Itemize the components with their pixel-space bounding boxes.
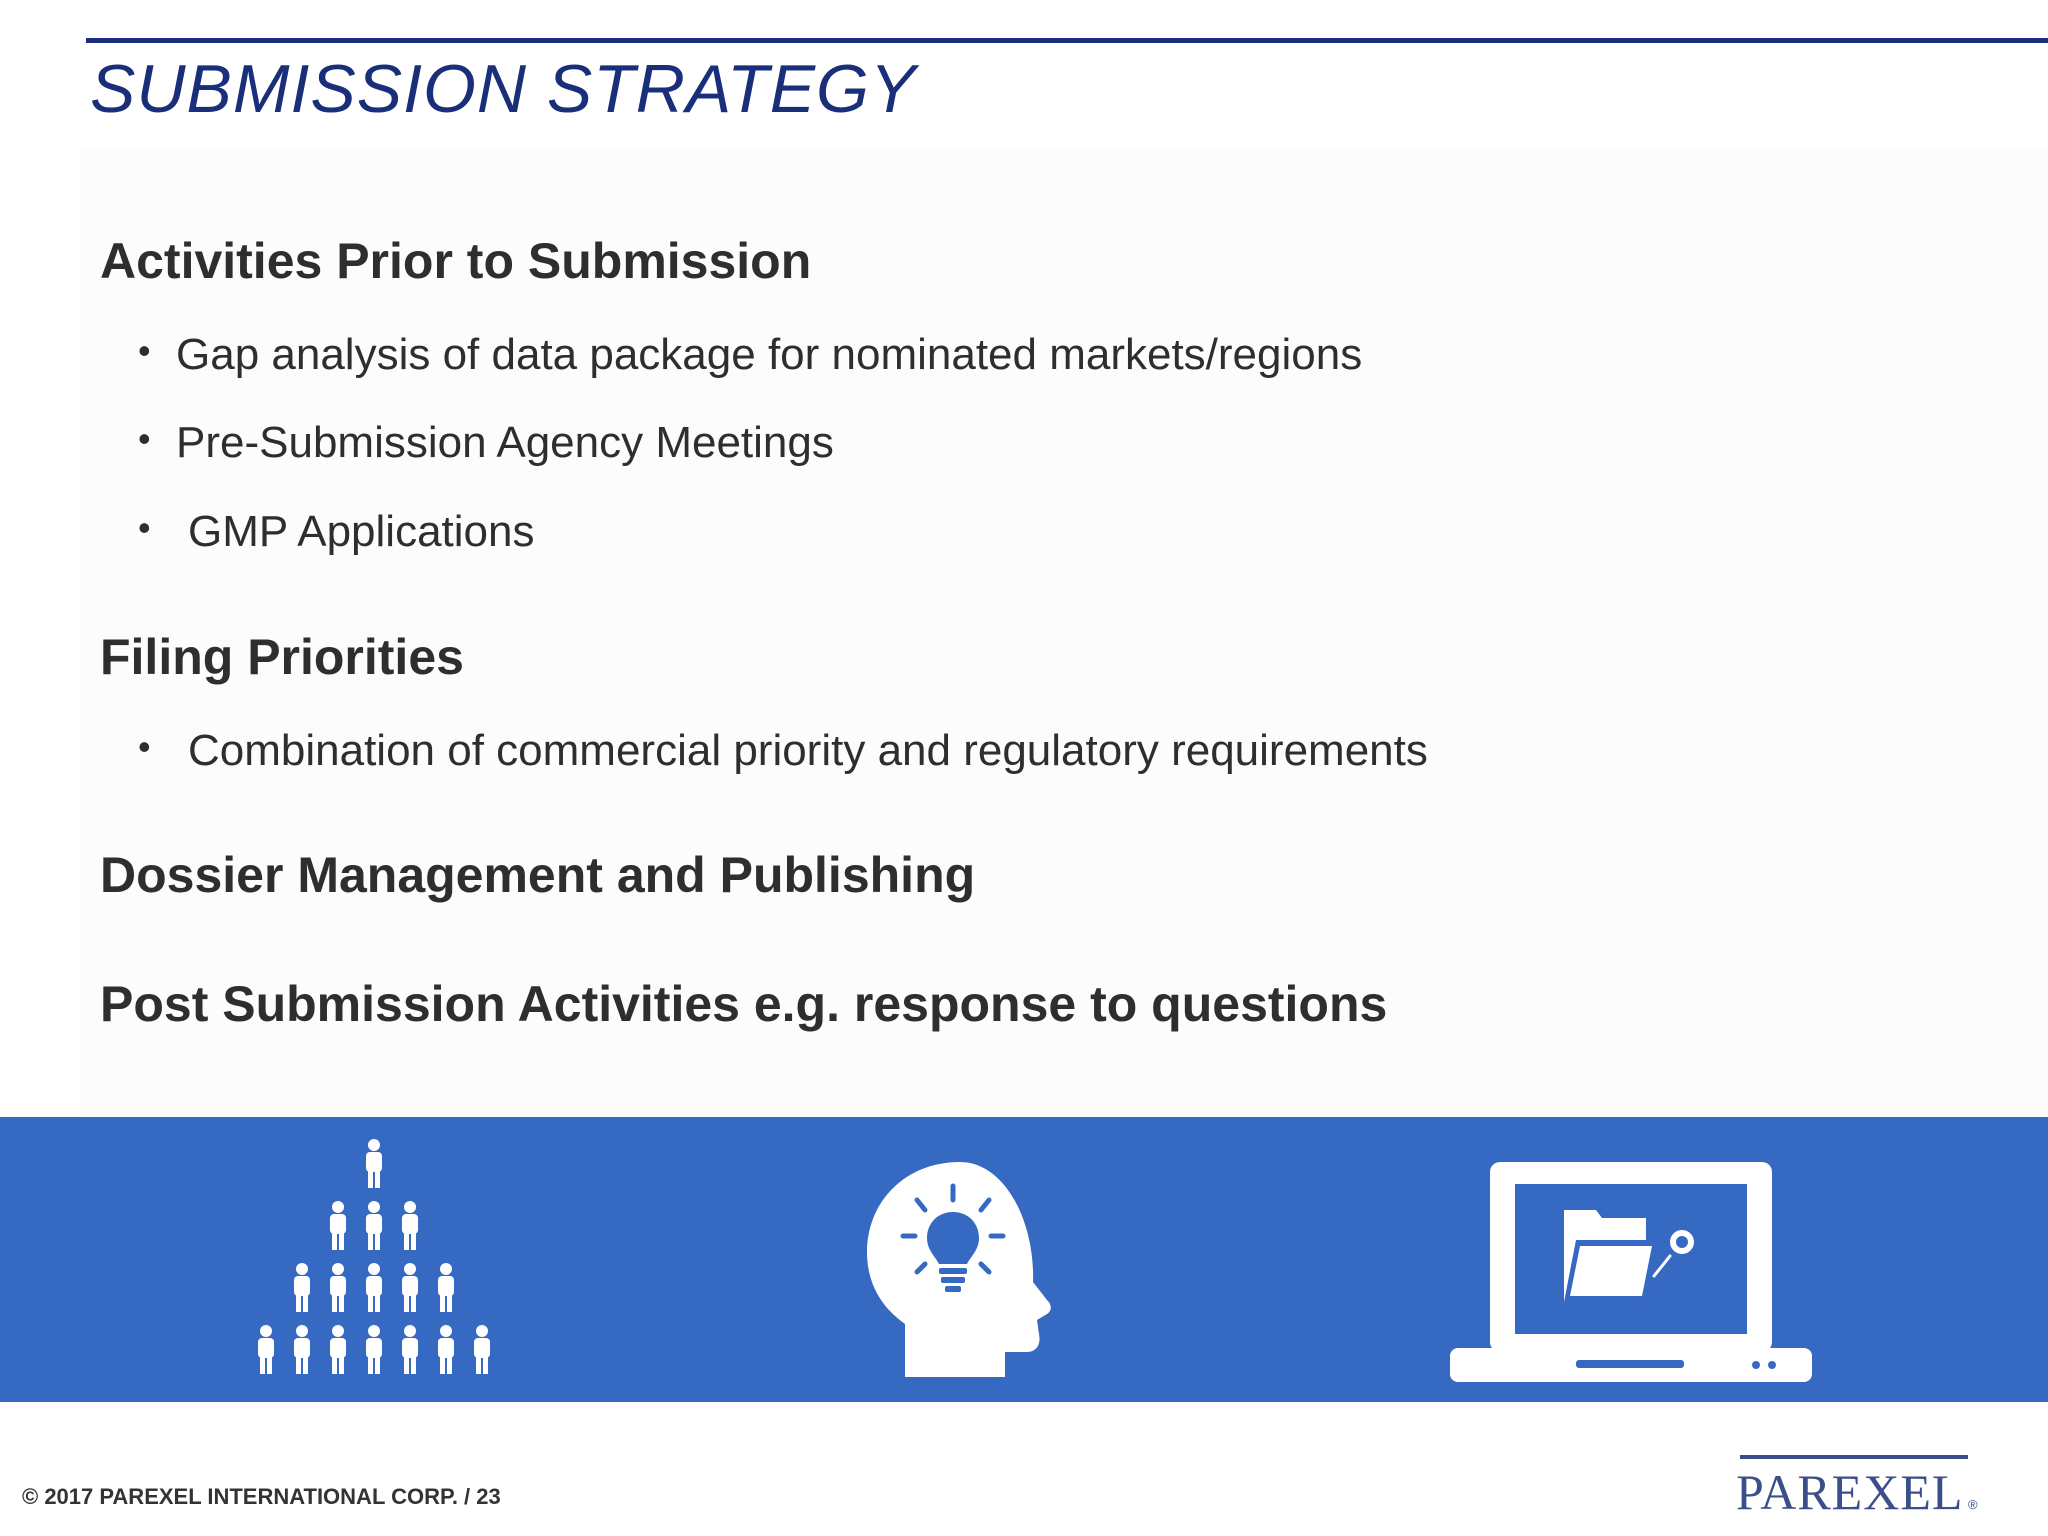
section-heading: Post Submission Activities e.g. response to questions [100, 976, 1388, 1032]
title-rule [86, 38, 2048, 43]
bullet-text: Pre-Submission Agency Meetings [176, 418, 834, 467]
bullet-dot: • [138, 726, 151, 767]
logo-rule [1740, 1455, 1968, 1459]
bullet-text: Combination of commercial priority and regulatory requirements [188, 726, 1428, 775]
laptop-folder-search-icon [1450, 1162, 1812, 1387]
bullet-text: Gap analysis of data package for nominated markets/regions [176, 330, 1363, 379]
bullet-text: GMP Applications [188, 507, 535, 556]
bullet-dot: • [138, 418, 151, 459]
bullet-dot: • [138, 330, 151, 371]
bullet-dot: • [138, 507, 151, 548]
footer-copyright: © 2017 PAREXEL INTERNATIONAL CORP. / 23 [22, 1484, 501, 1509]
logo-text: PAREXEL [1736, 1464, 1964, 1520]
logo-registered-mark: ® [1968, 1497, 1978, 1512]
head-lightbulb-icon [865, 1152, 1055, 1382]
slide-title: SUBMISSION STRATEGY [90, 51, 917, 127]
section-heading: Filing Priorities [100, 629, 464, 685]
section-heading: Activities Prior to Submission [100, 233, 812, 289]
icon-band [0, 1117, 2048, 1402]
people-pyramid-icon [255, 1137, 495, 1387]
section-heading: Dossier Management and Publishing [100, 847, 976, 903]
parexel-logo [1736, 1455, 1978, 1520]
